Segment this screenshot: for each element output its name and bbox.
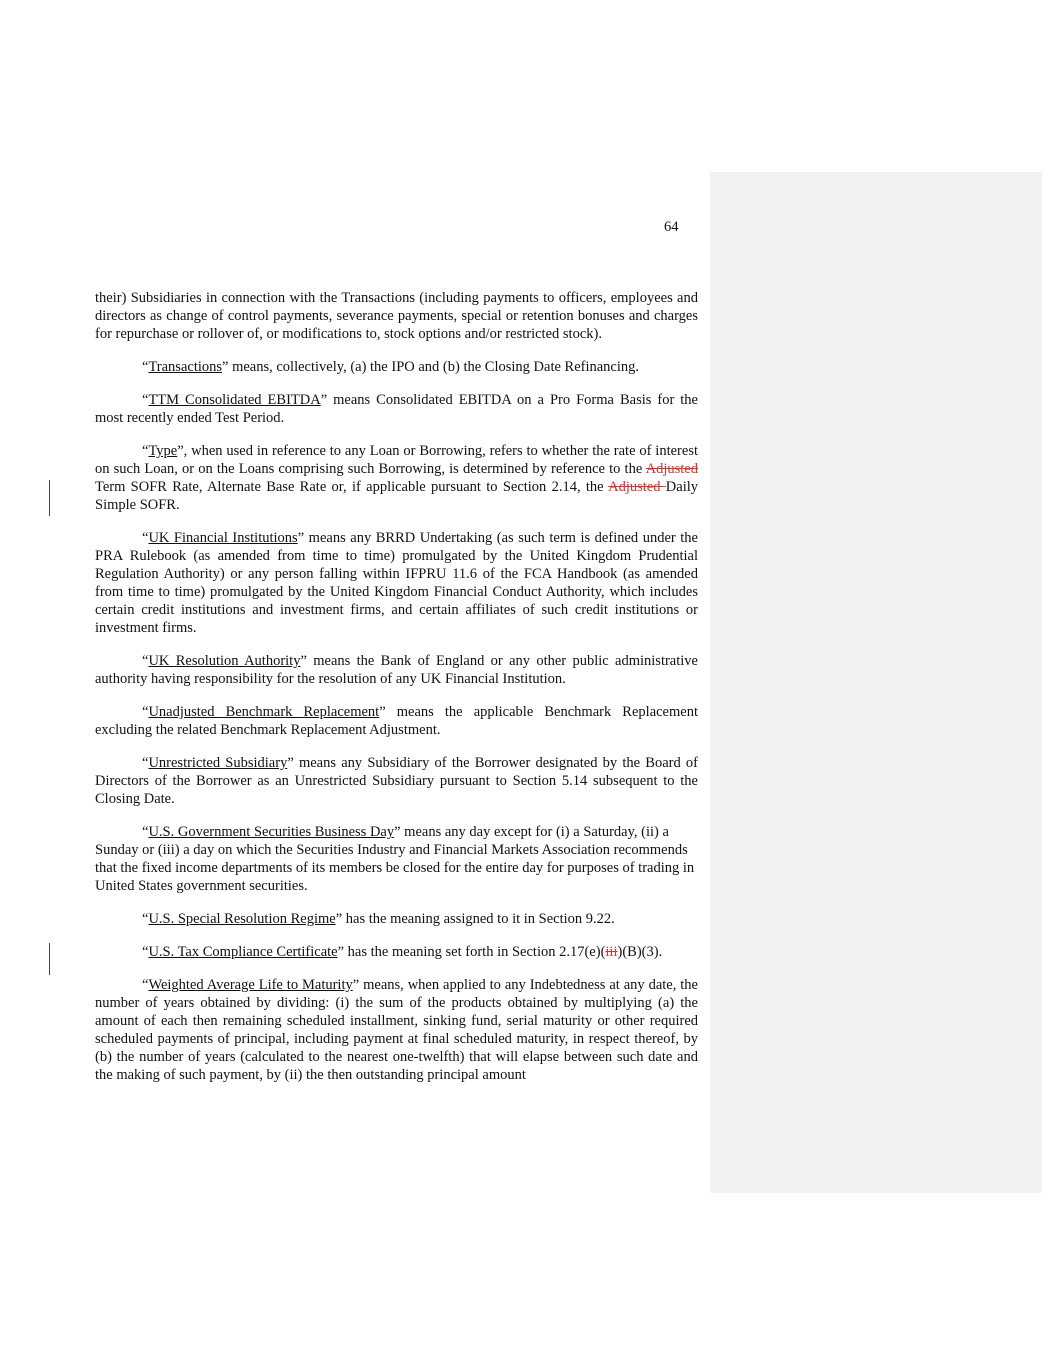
defined-term: U.S. Government Securities Business Day <box>148 824 395 840</box>
defined-term: Type <box>148 443 178 459</box>
defined-term: UK Resolution Authority <box>148 653 301 669</box>
definition-us-tax-compliance-certificate: “U.S. Tax Compliance Certificate” has the meaning set forth in Section 2.17(e)(iii)(B)(3). <box>142 944 663 960</box>
definition-weighted-average-life-to-maturity: “Weighted Average Life to Maturity” means, when applied to any Indebtedness at any date, the number of years obtained by dividing: (i) the sum of the products obtained by multiplying (a) the amount of each then remaining scheduled installment, sinking fund, serial maturity or other required scheduled payments of principal, including payment at final scheduled maturity, in respect thereof, by (b) the number of years (calculated to the nearest one-twelfth) that will elapse between such date and the making of such payment, by (ii) the then outstanding principal amount <box>95 977 698 1083</box>
defined-term: U.S. Tax Compliance Certificate <box>148 944 338 960</box>
deleted-text: iii <box>605 944 618 960</box>
definition-unadjusted-benchmark-replacement: “Unadjusted Benchmark Replacement” means the applicable Benchmark Replacement excluding the related Benchmark Replacement Adjustment. <box>95 704 698 738</box>
deleted-text: Adjusted <box>645 461 698 477</box>
definition-ttm-consolidated-ebitda: “TTM Consolidated EBITDA” means Consolidated EBITDA on a Pro Forma Basis for the most recently ended Test Period. <box>95 392 698 426</box>
defined-term: Unrestricted Subsidiary <box>148 755 288 771</box>
definition-unrestricted-subsidiary: “Unrestricted Subsidiary” means any Subsidiary of the Borrower designated by the Board of Directors of the Borrower as an Unrestricted Subsidiary pursuant to Section 5.14 subsequent to the Closing Date. <box>95 755 698 807</box>
comment-pane <box>710 172 1042 1193</box>
definition-us-special-resolution-regime: “U.S. Special Resolution Regime” has the meaning assigned to it in Section 9.22. <box>142 911 615 927</box>
defined-term: U.S. Special Resolution Regime <box>148 911 336 927</box>
defined-term: UK Financial Institutions <box>148 530 298 546</box>
definition-uk-resolution-authority: “UK Resolution Authority” means the Bank of England or any other public administrative authority having responsibility for the resolution of any UK Financial Institution. <box>95 653 698 687</box>
definition-transactions: “Transactions” means, collectively, (a) the IPO and (b) the Closing Date Refinancing. <box>142 359 640 375</box>
definition-type: “Type”, when used in reference to any Loan or Borrowing, refers to whether the rate of interest on such Loan, or on the Loans comprising such Borrowing, is determined by reference to the Adjusted Term SOFR Rate, Alternate Base Rate or, if applicable pursuant to Section 2.14, the Adjusted Daily Simple SOFR. <box>95 443 698 513</box>
change-bar <box>49 943 50 975</box>
defined-term: Unadjusted Benchmark Replacement <box>148 704 380 720</box>
definition-uk-financial-institutions: “UK Financial Institutions” means any BRRD Undertaking (as such term is defined under the PRA Rulebook (as amended from time to time) promulgated by the United Kingdom Prudential Regulation Authority) or any person falling within IFPRU 11.6 of the FCA Handbook (as amended from time to time) promulgated by the United Kingdom Financial Conduct Authority, which includes certain credit institutions and investment firms, and certain affiliates of such credit institutions or investment firms. <box>95 530 698 636</box>
paragraph-continuation: their) Subsidiaries in connection with the Transactions (including payments to officers, employees and directors as change of control payments, severance payments, special or retention bonuses and charges for repurchase or rollover of, or modifications to, stock options and/or restricted stock). <box>95 290 698 342</box>
page-number: 64 <box>664 219 679 235</box>
defined-term: Weighted Average Life to Maturity <box>148 977 353 993</box>
change-bar <box>49 480 50 516</box>
defined-term: Transactions <box>148 359 223 375</box>
document-body <box>95 289 698 1099</box>
defined-term: TTM Consolidated EBITDA <box>148 392 321 408</box>
definition-us-government-securities-business-day: “U.S. Government Securities Business Day” means any day except for (i) a Saturday, (ii) a Sunday or (iii) a day on which the Securities Industry and Financial Markets Association recommends that the fixed income departments of its members be closed for the entire day for purposes of trading in United States government securities. <box>95 824 695 894</box>
deleted-text: Adjusted <box>608 479 666 495</box>
